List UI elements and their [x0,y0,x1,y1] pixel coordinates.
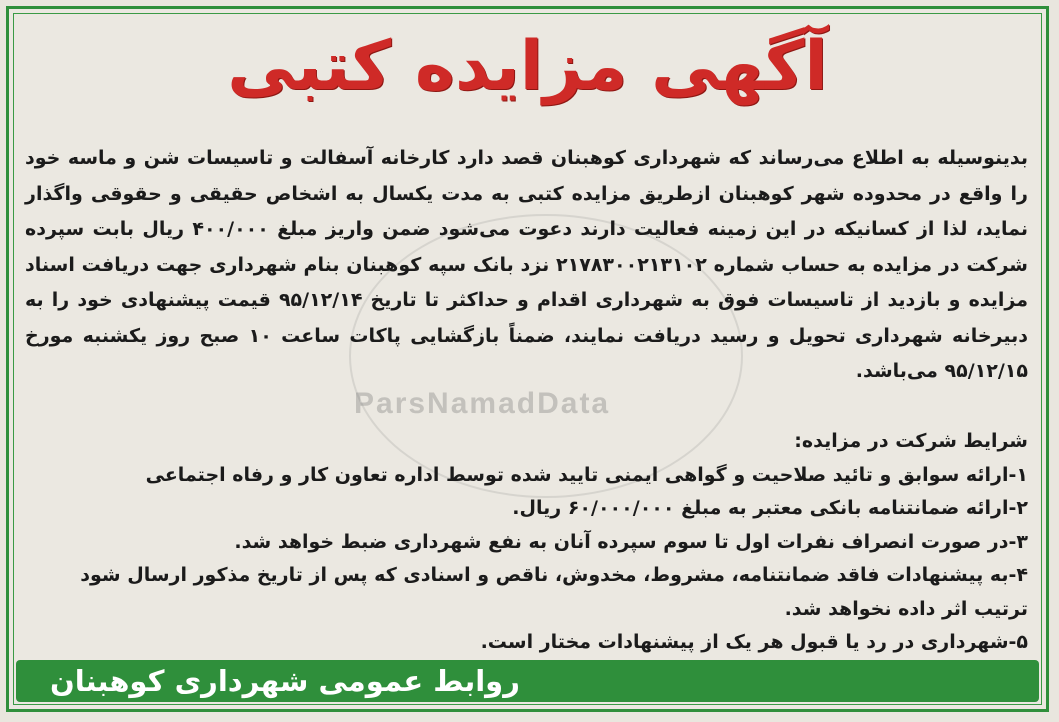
condition-item-1: ۱-ارائه سوابق و تائید صلاحیت و گواهی ایمنی تایید شده توسط اداره تعاون کار و رفاه اجتماعی [145,463,1028,486]
ad-title: آگهی مزایده کتبی [227,27,828,106]
watermark-text: ParsNamadData [354,387,611,420]
ad-frame [6,6,1049,712]
condition-item-5: ۵-شهرداری در رد یا قبول هر یک از پیشنهادات مختار است. [480,631,1028,653]
footer-bar [16,660,1039,702]
condition-item-2: ۲-ارائه ضمانتنامه بانکی معتبر به مبلغ ۶۰/۰۰۰/۰۰۰ ریال. [512,497,1028,519]
conditions-section [25,425,1028,660]
condition-item-4: ۴-به پیشنهادات فاقد ضمانتنامه، مشروط، مخدوش، ناقص و اسنادی که پس از تاریخ مذکور ارسال شود ترتیب اثر داده نخواهد شد. [80,564,1028,620]
footer-signature: روابط عمومی شهرداری کوهبنان [50,664,520,698]
condition-item-3: ۳-در صورت انصراف نفرات اول تا سوم سپرده آنان به نفع شهرداری ضبط خواهد شد. [234,530,1028,553]
conditions-heading: شرایط شرکت در مزایده: [794,430,1028,452]
ad-body [25,141,1028,390]
ad-paragraph: بدینوسیله به اطلاع می‌رساند که شهرداری کوهبنان قصد دارد کارخانه آسفالت و تاسیسات شن و ماسه خود را واقع در محدوده شهر کوهبنان ازطریق مزایده کتبی به مدت یکسال به اشخاص حقیقی و حقوقی واگذار نماید، لذا از کسانیکه در این زمینه فعالیت دارند دعوت می‌شود ضمن واریز مبلغ ۴۰۰/۰۰۰ ریال بابت سپرده شرکت در مزایده به حساب شماره ۲۱۷۸۳۰۰۲۱۳۱۰۲ نزد بانک سپه کوهبنان بنام شهرداری جهت دریافت اسناد مزایده و بازدید از تاسیسات فوق به شهرداری اقدام و حداکثر تا تاریخ ۹۵/۱۲/۱۴ قیمت پیشنهادی خود را به دبیرخانه شهرداری تحویل و رسید دریافت نمایند، ضمناً بازگشایی پاکات ساعت ۱۰ صبح روز یکشنبه مورخ ۹۵/۱۲/۱۵ می‌باشد. [25,147,1028,382]
